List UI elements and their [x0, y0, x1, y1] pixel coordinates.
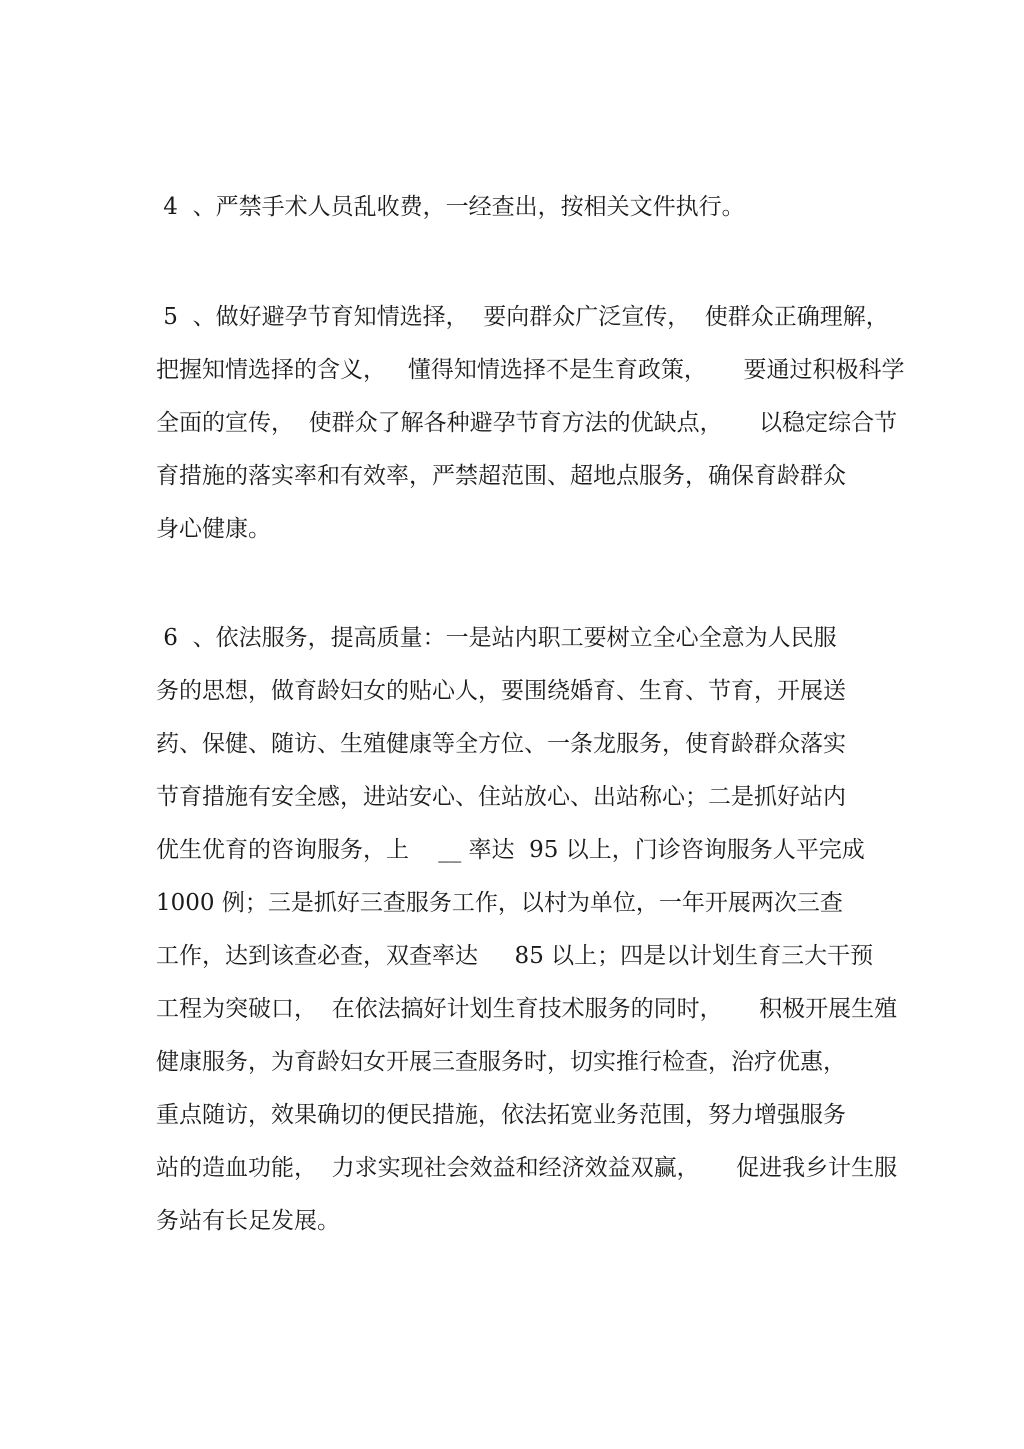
text-line: 药、保健、随访、生殖健康等全方位、一条龙服务，使育龄群众落实 [156, 731, 846, 757]
text-line: 5 、做好避孕节育知情选择， 要向群众广泛宣传， 使群众正确理解， [156, 304, 889, 330]
text-line: 健康服务，为育龄妇女开展三查服务时，切实推行检查，治疗优惠， [156, 1049, 846, 1075]
text-line: 工作，达到该查必查，双查率达 85 以上；四是以计划生育三大干预 [156, 943, 874, 969]
text-line: 把握知情选择的含义， 懂得知情选择不是生育政策， 要通过积极科学 [156, 357, 905, 383]
text-line: 全面的宣传， 使群众了解各种避孕节育方法的优缺点， 以稳定综合节 [156, 410, 898, 436]
text-line: 6 、依法服务，提高质量：一是站内职工要树立全心全意为人民服 [156, 625, 837, 651]
text-line: 重点随访，效果确切的便民措施，依法拓宽业务范围，努力增强服务 [156, 1102, 846, 1128]
text-line: 育措施的落实率和有效率，严禁超范围、超地点服务，确保育龄群众 [156, 463, 846, 489]
text-line: 身心健康。 [156, 516, 271, 542]
text-line: 务站有长足发展。 [156, 1208, 340, 1234]
text-line: 优生优育的咨询服务，上 __ 率达 95 以上，门诊咨询服务人平完成 [156, 837, 865, 863]
text-line: 节育措施有安全感，进站安心、住站放心、出站称心；二是抓好站内 [156, 784, 846, 810]
text-line: 站的造血功能， 力求实现社会效益和经济效益双赢， 促进我乡计生服 [156, 1155, 898, 1181]
text-line: 4 、严禁手术人员乱收费，一经查出，按相关文件执行。 [156, 194, 745, 220]
text-line: 1000 例；三是抓好三查服务工作，以村为单位，一年开展两次三查 [156, 890, 843, 916]
text-line: 务的思想，做育龄妇女的贴心人，要围绕婚育、生育、节育，开展送 [156, 678, 846, 704]
text-line: 工程为突破口， 在依法搞好计划生育技术服务的同时， 积极开展生殖 [156, 996, 898, 1022]
